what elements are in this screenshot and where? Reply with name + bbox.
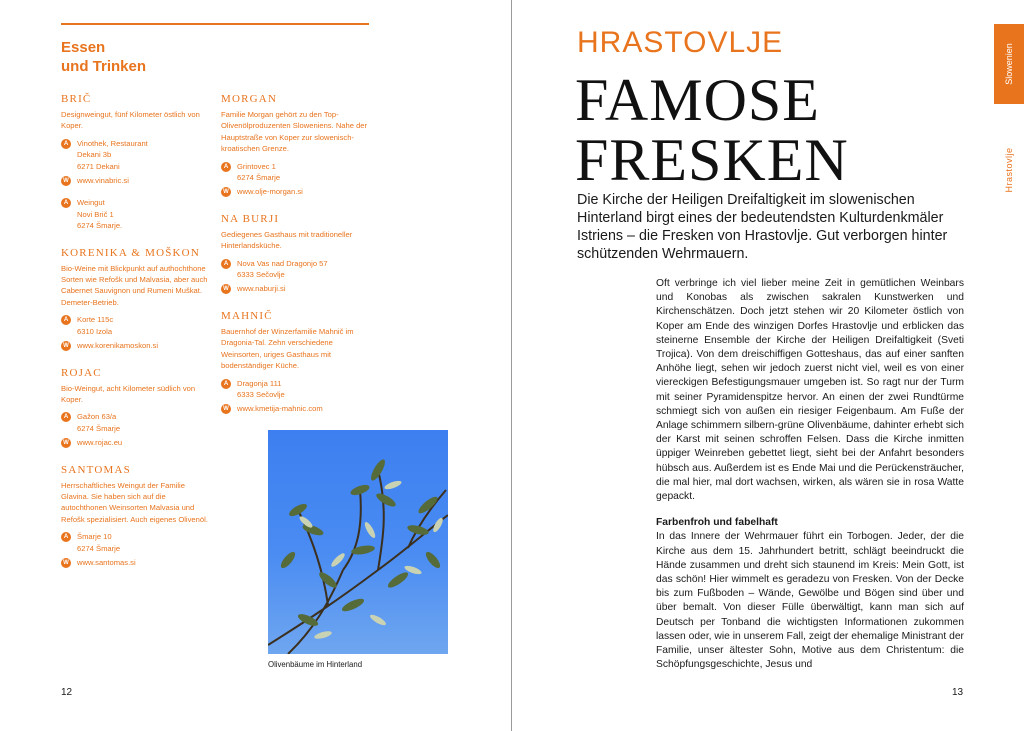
address-icon: A: [221, 162, 231, 172]
listing-description: Familie Morgan gehört zu den Top-Olivenölproduzenten Sloweniens. Nahe der Hauptstraße von Koper zur slowenisch-kroatischen Grenze.: [221, 110, 368, 154]
address-line: Vinothek, Restaurant: [77, 138, 148, 148]
article-lead: Die Kirche der Heiligen Dreifaltigkeit im slowenischen Hinterland birgt eines der bedeutendsten Kulturdenkmäler Istriens – die Fresken von Hrastovlje. Gut verborgen hinter schützenden Wehrmauern.: [577, 192, 948, 262]
listing-entry: [221, 92, 371, 198]
address-line: Nova Vas nad Dragonjo 57: [237, 258, 328, 268]
address-line: Weingut: [77, 198, 105, 208]
section-title: [61, 38, 146, 76]
website-icon: W: [61, 438, 71, 448]
website-icon: W: [221, 404, 231, 414]
website-icon: W: [221, 284, 231, 294]
listing-description: Gediegenes Gasthaus mit traditioneller Hinterlandsküche.: [221, 229, 353, 251]
address-line: 6333 Sečovlje: [237, 270, 285, 280]
website-icon: W: [61, 341, 71, 351]
address-line: www.olje-morgan.si: [237, 187, 303, 197]
address-line: www.naburji.si: [237, 284, 286, 294]
address-icon: A: [61, 412, 71, 422]
listing-address: [221, 258, 371, 281]
right-page: [512, 0, 1024, 731]
website-icon: W: [221, 187, 231, 197]
listing-entry: [61, 463, 211, 569]
listing-address: [61, 531, 211, 554]
body-paragraph-2: In das Innere der Wehrmauer führt ein Torbogen. Jeder, der die Kirche aus dem 15. Jahrhundert betritt, schlägt beeindruckt die Hände zusammen und dreht sich staunend im Kreis: Mein Gott, ist das schön! Hier wimmelt es geradezu von Fresken. Von der Decke bis zum Fußboden – Wände, Gewölbe und Bögen sind über und über bemalt. Von dieser Fülle überwältigt, kann man sich auf Deutsch per Tonband die wichtigsten Informationen zukommen lassen oder, wie in unserem Fall, zeigt der ehemalige Ministrant der Familie, unser ältester Sohn, Motive aus dem Christentum: die Schöpfungsgeschichte, Jesus und: [656, 531, 964, 671]
listing-website[interactable]: [61, 340, 211, 351]
listing-entry: [221, 212, 371, 295]
listing-address: [221, 378, 371, 401]
address-spacer: [61, 189, 211, 197]
listing-name: SANTOMAS: [61, 463, 131, 476]
address-line: www.santomas.si: [77, 557, 136, 567]
listing-name: MAHNIČ: [221, 309, 273, 322]
listing-entry: [61, 246, 211, 352]
listing-address: [61, 138, 211, 172]
address-line: www.rojac.eu: [77, 438, 123, 448]
address-line: Dragonja 111: [237, 378, 282, 388]
listing-website[interactable]: [221, 186, 371, 197]
listing-column-2: [221, 92, 371, 429]
section-rule: [61, 23, 369, 25]
address-line: 6271 Dekani: [77, 161, 120, 171]
listing-description: Herrschaftliches Weingut der Familie Glavina. Sie haben sich auf die autochthonen Weinsorten Malvasia und Refošk spezialisiert. Auch eigenes Olivenöl.: [61, 480, 208, 524]
address-line: 6274 Šmarje: [237, 173, 281, 183]
address-line: 6274 Šmarje: [77, 423, 121, 433]
address-line: 6274 Šmarje.: [77, 221, 123, 231]
address-line: Šmarje 10: [77, 532, 112, 542]
left-page: [0, 0, 511, 731]
address-line: www.korenikamoskon.si: [77, 341, 159, 351]
page-number-left: 12: [61, 687, 73, 698]
article-body: [656, 277, 964, 684]
section-side-label: Hrastovlje: [1004, 147, 1014, 193]
headline-line1: FAMOSE: [575, 67, 820, 133]
address-icon: A: [61, 315, 71, 325]
website-icon: W: [61, 558, 71, 568]
listing-entry: [221, 309, 371, 415]
listing-website[interactable]: [61, 437, 211, 448]
listing-address: [61, 411, 211, 434]
olive-tree-photo: [268, 430, 448, 654]
address-line: Gažon 63/a: [77, 412, 117, 422]
website-icon: W: [61, 176, 71, 186]
listing-name: KORENIKA & MOŠKON: [61, 246, 200, 259]
listing-website[interactable]: [221, 283, 371, 294]
listing-name: NA BURJI: [221, 212, 280, 225]
chapter-tab-label: Slowenien: [1004, 43, 1014, 85]
body-paragraph-1: Oft verbringe ich viel lieber meine Zeit in gemütlichen Weinbars und Konobas als zwischen sakralen Kunstwerken und Kirchenschätzen. Doch jetzt stehen wir 20 Kilometer östlich von Koper am Ende des winzigen Dorfes Hrastovlje und erblicken das steinerne Ensemble der Kirche der Heiligen Dreifaltigkeit (Sveti Trojica). Von dem dreischiffigen Gotteshaus, das auf einer sanften Anhöhe liegt, sehen wir jedoch zuerst nicht viel, weil es von einer viereckigen Befestigungsmauer umgeben ist. So ragt nur der Turm mit seiner Pyramidenspitze hervor. An einen der zwei Rundtürme schmiegt sich von außen ein riesiger Feigenbaum. Am Fuße der Anlage schimmern silbern-grüne Olivenbäume, dahinter erhebt sich der Karst mit seinen schroffen Felsen. Dass die Kirche inmitten üppiger Weinreben gebettet liegt, sieht bei der Anfahrt besonders hübsch aus. Außerdem ist es Ende Mai und die Perückensträucher, die mal hier, mal dort wachsen, wirken, als wären sie in rosa Watte gepackt.: [656, 278, 964, 503]
address-line: Korte 115c: [77, 315, 114, 325]
address-line: 6274 Šmarje: [77, 543, 121, 553]
listing-website[interactable]: [61, 175, 211, 186]
listing-description: Bauernhof der Winzerfamilie Mahnič im Dragonia-Tal. Zehn verschiedene Weinsorten, uriges Gasthaus mit bodenständiger Küche.: [221, 326, 354, 371]
address-line: 6333 Sečovlje: [237, 389, 285, 399]
listing-name: BRIČ: [61, 93, 92, 105]
listing-website[interactable]: [61, 557, 211, 568]
address-icon: A: [221, 379, 231, 389]
olive-branches-illustration: [268, 430, 448, 654]
listing-address: [221, 161, 371, 184]
body-subheading: Farbenfroh und fabelhaft: [656, 517, 778, 529]
listing-description: Designweingut, fünf Kilometer östlich von Koper.: [61, 110, 200, 131]
listing-description: Bio-Weingut, acht Kilometer südlich von Koper.: [61, 383, 196, 404]
section-title-line1: Essen: [61, 39, 106, 56]
address-icon: A: [61, 532, 71, 542]
photo-caption: Olivenbäume im Hinterland: [268, 660, 363, 669]
article-headline: [575, 67, 849, 193]
headline-line2: FRESKEN: [575, 127, 849, 193]
address-line: www.vinabric.si: [77, 176, 129, 186]
address-line: Dekani 3b: [77, 150, 112, 160]
address-line: www.kmetija-mahnic.com: [237, 404, 323, 414]
article-kicker: HRASTOVLJE: [577, 26, 784, 59]
listing-website[interactable]: [221, 403, 371, 414]
address-icon: A: [61, 139, 71, 149]
listing-name: ROJAC: [61, 366, 102, 379]
listing-entry: [61, 92, 211, 232]
listing-name: MORGAN: [221, 93, 278, 105]
listing-address: [61, 197, 211, 231]
listing-description: Bio-Weine mit Blickpunkt auf authochthone Sorten wie Refošk und Malvasia, aber auch Cabernet Sauvignon und Rumeni Muškat. Demeter-Betrieb.: [61, 263, 208, 307]
listing-address: [61, 314, 211, 337]
listing-column-1: [61, 92, 211, 582]
address-line: Novi Brič 1: [77, 209, 114, 219]
address-icon: A: [61, 198, 71, 208]
address-icon: A: [221, 259, 231, 269]
chapter-tab: [994, 24, 1024, 104]
listing-entry: [61, 366, 211, 449]
address-line: Grintovec 1: [237, 161, 276, 171]
address-line: 6310 Izola: [77, 326, 113, 336]
page-number-right: 13: [952, 687, 964, 698]
section-title-line2: und Trinken: [61, 58, 147, 75]
